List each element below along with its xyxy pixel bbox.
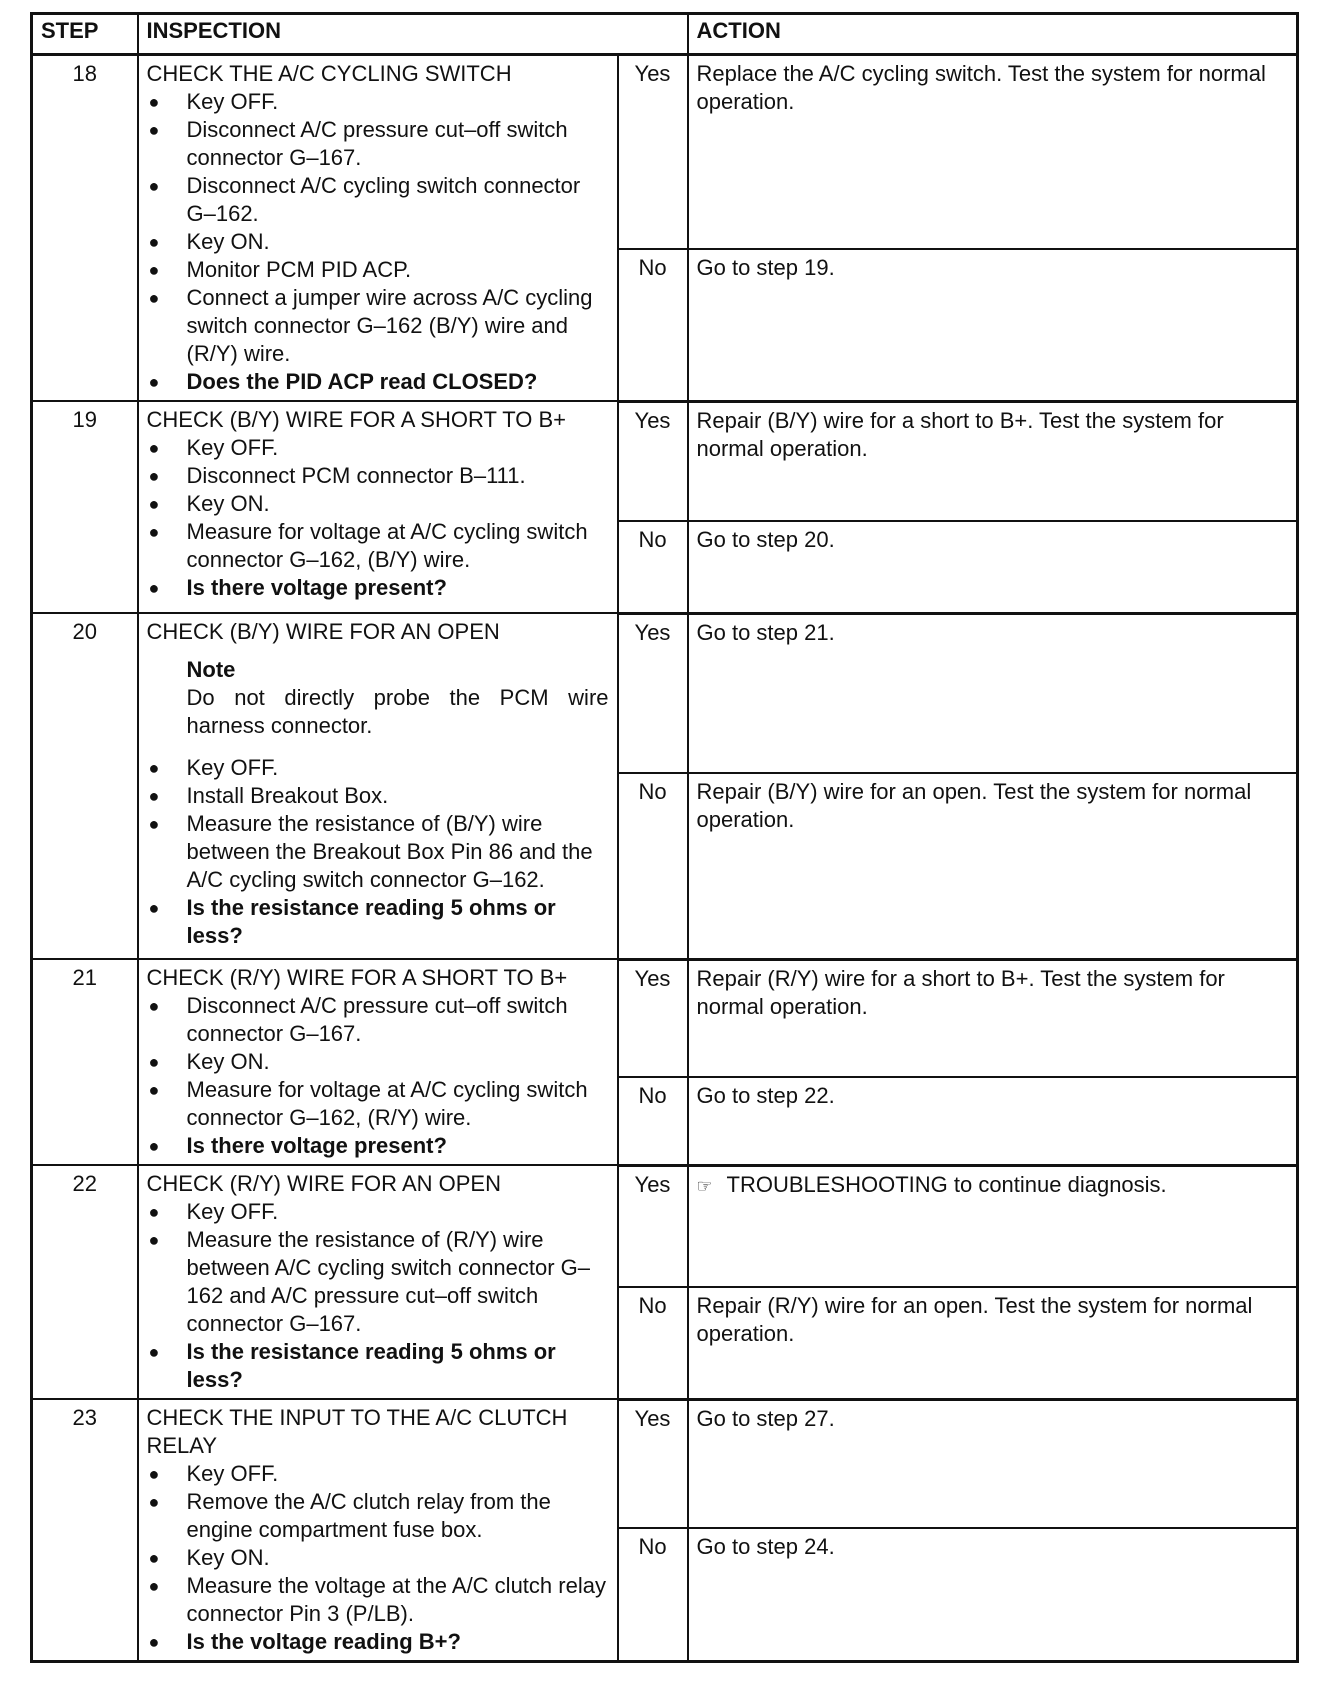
inspection-item: ● Disconnect A/C pressure cut–off switch connector G–167.	[148, 117, 568, 170]
inspection-item: ● Disconnect A/C cycling switch connector G–162.	[148, 173, 581, 226]
inspection-question: ● Is the resistance reading 5 ohms or less?	[148, 895, 556, 948]
inspection-list	[147, 1198, 609, 1394]
step-title: CHECK (B/Y) WIRE FOR A SHORT TO B+	[146, 407, 567, 432]
inspection-item: ● Disconnect PCM connector B–111.	[148, 463, 526, 488]
inspection-question: ● Is the resistance reading 5 ohms or less?	[148, 1339, 556, 1392]
inspection-item: ● Key ON.	[148, 1049, 270, 1074]
step-number: 20	[32, 613, 138, 959]
note-box	[147, 656, 609, 740]
yes-label: Yes	[618, 55, 688, 250]
no-action: Go to step 22.	[688, 1077, 1298, 1165]
no-label: No	[618, 249, 688, 401]
step-number: 22	[32, 1165, 138, 1399]
yes-label: Yes	[618, 959, 688, 1077]
inspection-list	[147, 992, 609, 1160]
step-number: 19	[32, 401, 138, 613]
bullet-icon: ●	[148, 1080, 160, 1100]
bullet-icon: ●	[148, 1052, 160, 1072]
bullet-icon: ●	[148, 1492, 160, 1512]
inspection-item: ● Key OFF.	[148, 435, 279, 460]
bullet-icon: ●	[148, 1230, 160, 1250]
no-action: Go to step 24.	[688, 1528, 1298, 1661]
note-heading: Note	[186, 657, 236, 682]
step-title: CHECK (B/Y) WIRE FOR AN OPEN	[146, 619, 500, 644]
no-label: No	[618, 521, 688, 613]
bullet-icon: ●	[148, 1464, 160, 1484]
bullet-icon: ●	[148, 758, 160, 778]
step-number: 21	[32, 959, 138, 1165]
bullet-icon: ●	[148, 120, 160, 140]
yes-action: Go to step 27.	[688, 1399, 1298, 1528]
inspection-item: ● Remove the A/C clutch relay from the engine compartment fuse box.	[148, 1489, 551, 1542]
bullet-icon: ●	[148, 466, 160, 486]
yes-label: Yes	[618, 1399, 688, 1528]
bullet-icon: ●	[148, 898, 160, 918]
yes-action: Go to step 21.	[688, 613, 1298, 773]
reference-link[interactable]: TROUBLESHOOTING to continue diagnosis.	[726, 1171, 1167, 1197]
inspection-question: ● Is there voltage present?	[148, 1133, 447, 1158]
no-action: Go to step 19.	[688, 249, 1298, 401]
step-21-inspection	[138, 959, 618, 1165]
step-23-yes-row	[32, 1399, 1298, 1528]
bullet-icon: ●	[148, 232, 160, 252]
step-title: CHECK THE A/C CYCLING SWITCH	[146, 61, 512, 86]
step-23-inspection	[138, 1399, 618, 1662]
step-title: CHECK (R/Y) WIRE FOR A SHORT TO B+	[146, 965, 568, 990]
inspection-item: ● Disconnect A/C pressure cut–off switch connector G–167.	[148, 993, 568, 1046]
bullet-icon: ●	[148, 1202, 160, 1222]
no-action: Go to step 20.	[688, 521, 1298, 613]
bullet-icon: ●	[148, 1342, 160, 1362]
yes-action	[688, 1165, 1298, 1287]
step-22-yes-row	[32, 1165, 1298, 1287]
inspection-item: ● Monitor PCM PID ACP.	[148, 257, 412, 282]
bullet-icon: ●	[148, 176, 160, 196]
yes-label: Yes	[618, 401, 688, 521]
inspection-item: ● Connect a jumper wire across A/C cycling switch connector G–162 (B/Y) wire and (R/Y) wire.	[148, 285, 593, 366]
bullet-icon: ●	[148, 1576, 160, 1596]
inspection-list	[147, 1460, 609, 1656]
bullet-icon: ●	[148, 1136, 160, 1156]
step-21-yes-row	[32, 959, 1298, 1077]
inspection-list	[147, 434, 609, 602]
action-column-header: ACTION	[688, 14, 1298, 55]
inspection-item: ● Key ON.	[148, 1545, 270, 1570]
inspection-item: ● Key OFF.	[148, 755, 279, 780]
inspection-item: ● Key OFF.	[148, 89, 279, 114]
yes-label: Yes	[618, 613, 688, 773]
inspection-item: ● Key OFF.	[148, 1199, 279, 1224]
step-22-inspection	[138, 1165, 618, 1399]
inspection-item: ● Measure the resistance of (R/Y) wire between A/C cycling switch connector G–162 and A/C pressure cut–off switch connector G–167.	[148, 1227, 591, 1336]
inspection-question: ● Does the PID ACP read CLOSED?	[148, 369, 538, 394]
inspection-column-header: INSPECTION	[138, 14, 688, 55]
no-label: No	[618, 1528, 688, 1661]
bullet-icon: ●	[148, 260, 160, 280]
inspection-item: ● Install Breakout Box.	[148, 783, 389, 808]
diagnostic-table	[30, 12, 1299, 1663]
bullet-icon: ●	[148, 1632, 160, 1652]
bullet-icon: ●	[148, 288, 160, 308]
bullet-icon: ●	[148, 814, 160, 834]
step-18-inspection	[138, 55, 618, 402]
no-label: No	[618, 1287, 688, 1399]
step-title: CHECK THE INPUT TO THE A/C CLUTCH RELAY	[146, 1405, 568, 1458]
bullet-icon: ●	[148, 996, 160, 1016]
no-action: Repair (R/Y) wire for an open. Test the system for normal operation.	[688, 1287, 1298, 1399]
step-20-inspection	[138, 613, 618, 959]
step-title: CHECK (R/Y) WIRE FOR AN OPEN	[146, 1171, 501, 1196]
yes-action: Repair (B/Y) wire for a short to B+. Test the system for normal operation.	[688, 401, 1298, 521]
bullet-icon: ●	[148, 786, 160, 806]
bullet-icon: ●	[148, 438, 160, 458]
inspection-item: ● Key OFF.	[148, 1461, 279, 1486]
step-18-yes-row	[32, 55, 1298, 250]
bullet-icon: ●	[148, 522, 160, 542]
no-action: Repair (B/Y) wire for an open. Test the system for normal operation.	[688, 773, 1298, 959]
inspection-item: ● Measure for voltage at A/C cycling switch connector G–162, (B/Y) wire.	[148, 519, 588, 572]
bullet-icon: ●	[148, 372, 160, 392]
header-row	[32, 14, 1298, 55]
bullet-icon: ●	[148, 494, 160, 514]
yes-action: Repair (R/Y) wire for a short to B+. Test the system for normal operation.	[688, 959, 1298, 1077]
bullet-icon: ●	[148, 1548, 160, 1568]
bullet-icon: ●	[148, 92, 160, 112]
step-20-yes-row	[32, 613, 1298, 773]
inspection-item: ● Key ON.	[148, 491, 270, 516]
bullet-icon: ●	[148, 578, 160, 598]
yes-action: Replace the A/C cycling switch. Test the system for normal operation.	[688, 55, 1298, 250]
diagnostic-page	[30, 12, 1296, 1663]
inspection-item: ● Measure for voltage at A/C cycling switch connector G–162, (R/Y) wire.	[148, 1077, 588, 1130]
yes-label: Yes	[618, 1165, 688, 1287]
inspection-item: ● Measure the resistance of (B/Y) wire between the Breakout Box Pin 86 and the A/C cycling switch connector G–162.	[148, 811, 593, 892]
step-number: 18	[32, 55, 138, 402]
inspection-item: ● Key ON.	[148, 229, 270, 254]
inspection-item: ● Measure the voltage at the A/C clutch relay connector Pin 3 (P/LB).	[148, 1573, 606, 1626]
no-label: No	[618, 1077, 688, 1165]
inspection-list	[147, 754, 609, 950]
inspection-list	[147, 88, 609, 396]
step-number: 23	[32, 1399, 138, 1662]
step-19-inspection	[138, 401, 618, 613]
inspection-question: ● Is the voltage reading B+?	[148, 1629, 461, 1654]
no-label: No	[618, 773, 688, 959]
step-19-yes-row	[32, 401, 1298, 521]
note-text: Do not directly probe the PCM wire harness connector.	[186, 685, 609, 738]
reference-pointer-icon: ☞	[696, 1175, 713, 1196]
step-column-header: STEP	[32, 14, 138, 55]
inspection-question: ● Is there voltage present?	[148, 575, 447, 600]
